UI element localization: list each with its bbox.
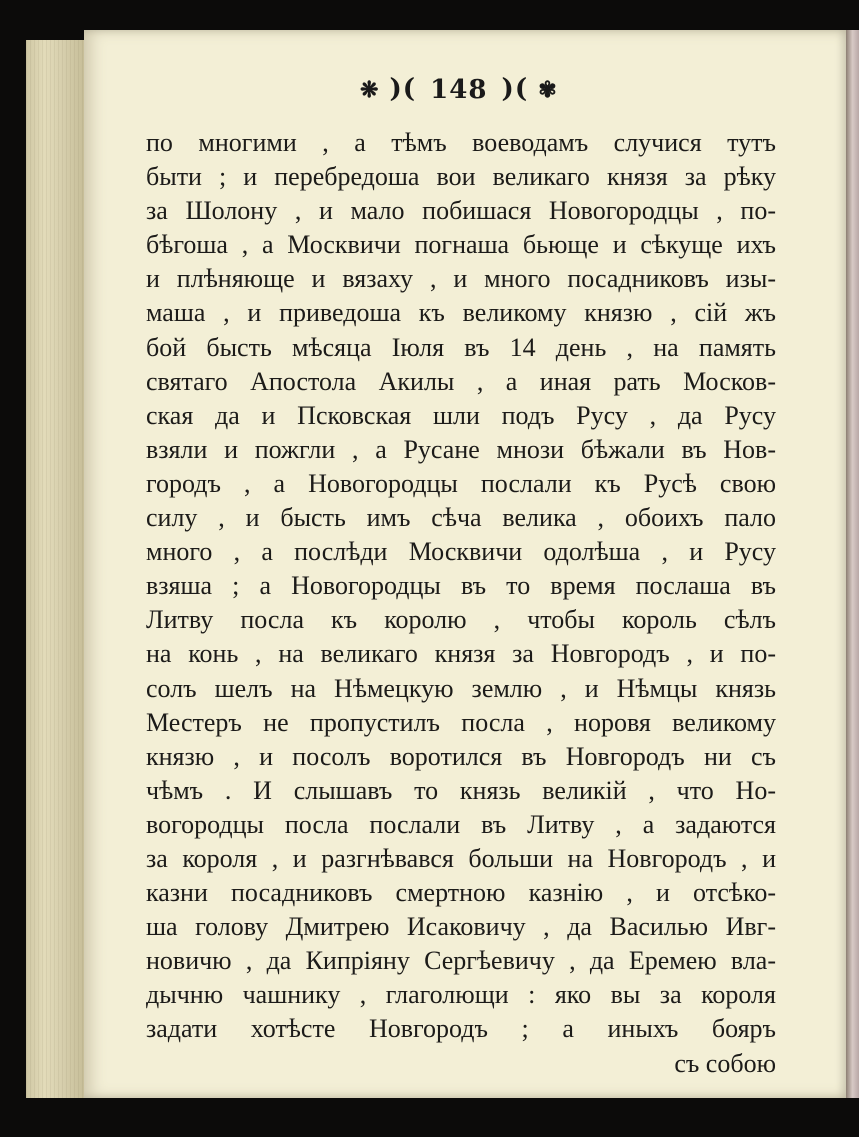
text-line: задати хотѣсте Новгородъ ; а иныхъ бояръ <box>146 1014 776 1044</box>
right-bracket: )( <box>501 74 529 104</box>
page-header <box>360 74 558 110</box>
text-line: новичю , да Кипріяну Сергѣевичу , да Еремею вла- <box>146 946 776 976</box>
text-line: взяша ; а Новогородцы въ то время послаша въ <box>146 571 776 601</box>
text-line: за Шолону , и мало побишася Новогородцы , по- <box>146 196 776 226</box>
left-ornament-icon: ❋ <box>360 77 380 103</box>
text-line: князю , и посолъ воротился въ Новгородъ ни съ <box>146 741 776 771</box>
text-line: Местеръ не пропустилъ посла , норовя великому <box>146 707 776 737</box>
text-line: солъ шелъ на Нѣмецкую землю , и Нѣмцы князь <box>146 673 776 703</box>
left-bracket: )( <box>389 74 417 104</box>
text-line: силу , и бысть имъ сѣча велика , обоихъ пало <box>146 503 776 533</box>
text-line: городъ , а Новогородцы послали къ Русѣ свою <box>146 468 776 498</box>
text-line: маша , и приведоша къ великому князю , сій жъ <box>146 298 776 328</box>
text-line: Литву посла къ королю , чтобы король сѣлъ <box>146 605 776 635</box>
text-line: съ собою <box>674 1048 776 1078</box>
body-text <box>146 126 776 1081</box>
text-line: ская да и Псковская шли подъ Русу , да Русу <box>146 400 776 430</box>
text-line: быти ; и перебредоша вои великаго князя за рѣку <box>146 162 776 192</box>
text-line: дычню чашнику , глаголющи : яко вы за короля <box>146 980 776 1010</box>
page-number: 148 <box>430 75 488 105</box>
text-line: по многими , а тѣмъ воеводамъ случися тутъ <box>146 128 776 157</box>
text-line: вогородцы посла послали въ Литву , а задаются <box>146 809 776 839</box>
book-cover-edge <box>846 30 859 1098</box>
text-line: на конь , на великаго князя за Новгородъ , и по- <box>146 639 776 669</box>
text-line: святаго Апостола Акилы , а иная рать Москов- <box>146 366 776 396</box>
text-line: казни посадниковъ смертною казнію , и отсѣко- <box>146 878 776 908</box>
text-line: ша голову Дмитрею Исаковичу , да Василью Ивг- <box>146 912 776 942</box>
text-line: бѣгоша , а Москвичи погнаша бьюще и сѣкуще ихъ <box>146 230 776 260</box>
text-line: и плѣняюще и вязаху , и много посадниковъ изы- <box>146 264 776 294</box>
text-line: бой бысть мѣсяца Іюля въ 14 день , на память <box>146 332 776 362</box>
text-line: чѣмъ . И слышавъ то князь великій , что Но- <box>146 775 776 805</box>
text-line: взяли и пожгли , а Русане мнози бѣжали въ Нов- <box>146 434 776 464</box>
book-page-edges <box>26 40 89 1098</box>
text-line: за короля , и разгнѣвався больши на Новгородъ , и <box>146 843 776 873</box>
text-line: много , а послѣди Москвичи одолѣша , и Русу <box>146 537 776 567</box>
right-ornament-icon: ✾ <box>538 77 558 103</box>
